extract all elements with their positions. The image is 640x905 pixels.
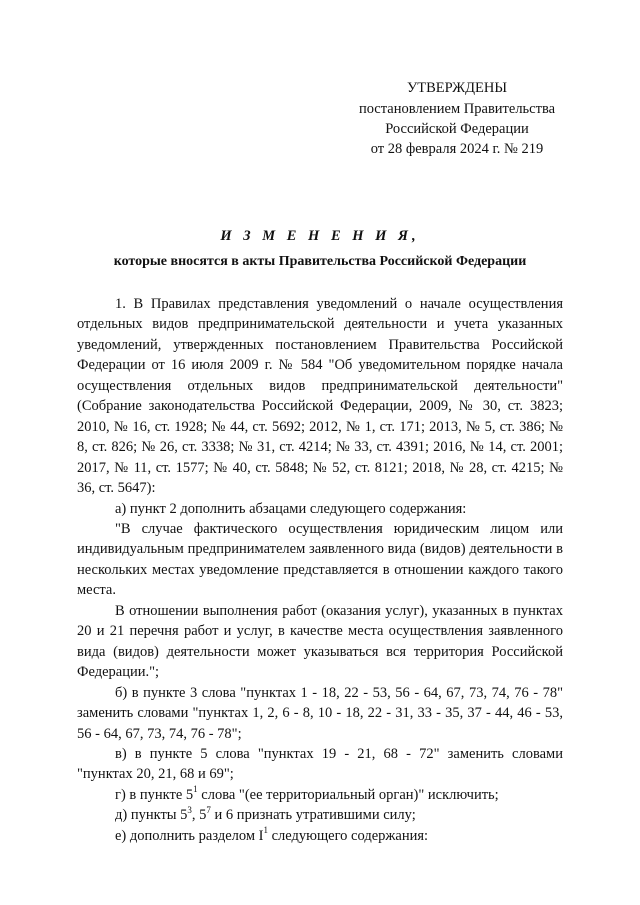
paragraph-e-text-b: следующего содержания: bbox=[267, 827, 429, 844]
approval-line-2: Российской Федерации bbox=[385, 121, 529, 137]
approval-line-3: от 28 февраля 2024 г. № 219 bbox=[370, 141, 544, 157]
approval-stamp bbox=[352, 78, 562, 159]
paragraph-g-superscript: 1 bbox=[193, 784, 198, 795]
document-title: И З М Е Н Е Н И Я, bbox=[220, 228, 420, 244]
paragraph-quote-1: "В случае фактического осуществления юридическим лицом или индивидуальным предпринимателем заявленного вида (видов) деятельности в нескольких местах уведомление представляется в отношении каждого такого места. bbox=[77, 520, 563, 599]
paragraph-g-text-b: слова "(ее территориальный орган)" исключить; bbox=[197, 786, 499, 803]
paragraph-quote-2: В отношении выполнения работ (оказания услуг), указанных в пунктах 20 и 21 перечня работ и услуг, в качестве места осуществления заявленного вида (видов) деятельности может указываться вся территория Российской Федерации."; bbox=[77, 602, 563, 681]
approval-heading: УТВЕРЖДЕНЫ bbox=[406, 80, 508, 96]
paragraph-a: а) пункт 2 дополнить абзацами следующего содержания: bbox=[115, 500, 467, 517]
paragraph-e-text-a: е) дополнить разделом I bbox=[115, 827, 264, 844]
paragraph-b: б) в пункте 3 слова "пунктах 1 - 18, 22 - 53, 56 - 64, 67, 73, 74, 76 - 78" заменить словами "пунктах 1, 2, 6 - 8, 10 - 18, 22 - 31, 33 - 35, 37 - 44, 46 - 53, 56 - 64, 67, 73, 74, 76 - 78"; bbox=[77, 684, 563, 742]
paragraph-d-superscript-1: 3 bbox=[187, 804, 192, 815]
paragraph-1: 1. В Правилах представления уведомлений о начале осуществления отдельных видов предпринимательской деятельности и учета указанных уведомлений, утвержденных постановлением Правительства Российской Федерации от 16 июля 2009 г. № 584 "Об уведомительном порядке начала осуществления отдельных видов предпринимательской деятельности" (Собрание законодательства Российской Федерации, 2009, № 30, ст. 3823; 2010, № 16, ст. 1928; № 44, ст. 5692; 2012, № 1, ст. 171; 2013, № 5, ст. 386; № 8, ст. 826; № 26, ст. 3338; № 31, ст. 4214; № 33, ст. 4391; 2016, № 14, ст. 2001; 2017, № 11, ст. 1577; № 40, ст. 5848; № 52, ст. 8121; 2018, № 28, ст. 4215; № 36, ст. 5647): bbox=[77, 296, 563, 497]
paragraph-e bbox=[77, 826, 563, 846]
paragraph-g-text-a: г) в пункте 5 bbox=[115, 786, 194, 803]
paragraph-e-superscript: 1 bbox=[263, 824, 268, 835]
paragraph-v: в) в пункте 5 слова "пунктах 19 - 21, 68 - 72" заменить словами "пунктах 20, 21, 68 и 69"; bbox=[77, 745, 563, 783]
paragraph-d-superscript-2: 7 bbox=[206, 804, 211, 815]
document-body bbox=[77, 294, 563, 846]
paragraph-d bbox=[77, 805, 563, 825]
paragraph-d-text-a: д) пункты 5 bbox=[115, 807, 188, 824]
approval-line-1: постановлением Правительства bbox=[358, 101, 556, 117]
paragraph-d-text-b: , 5 bbox=[191, 807, 207, 824]
paragraph-d-text-c: и 6 признать утратившими силу; bbox=[210, 807, 416, 824]
paragraph-g bbox=[77, 785, 563, 805]
document-subtitle: которые вносятся в акты Правительства Российской Федерации bbox=[113, 254, 527, 269]
